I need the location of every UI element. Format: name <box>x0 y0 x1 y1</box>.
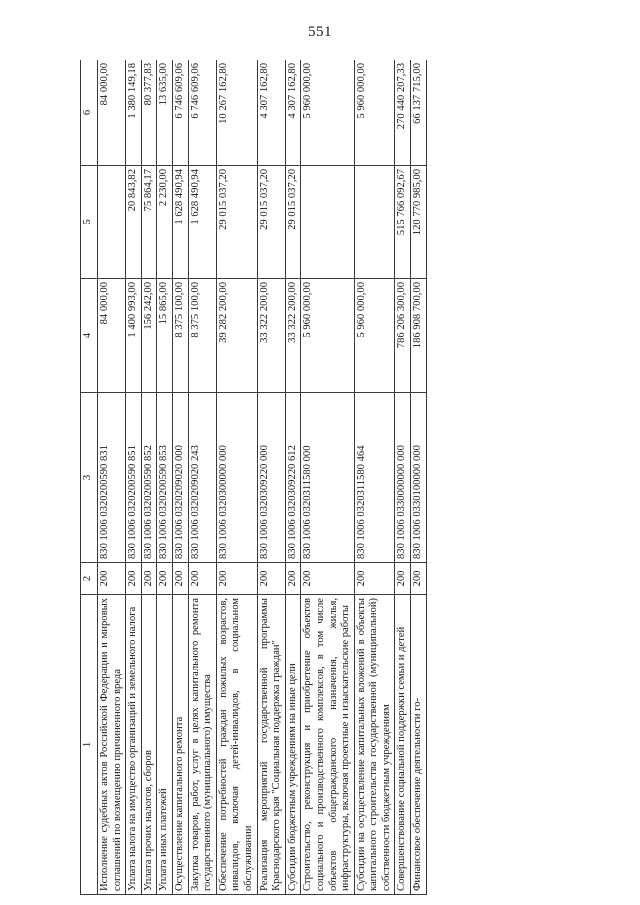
header-col-1: 1 <box>81 595 98 895</box>
row-name: Уплата прочих налогов, сборов <box>141 595 157 895</box>
row-code: 200 <box>157 563 173 595</box>
row-kbk: 830 1006 0320311580 000 <box>301 393 354 563</box>
row-col6: 13 635,00 <box>157 60 173 166</box>
row-code: 200 <box>188 563 216 595</box>
row-name: Субсидии бюджетным учреждениям на иные цели <box>285 595 301 895</box>
row-kbk: 830 1006 0320200590 853 <box>157 393 173 563</box>
table-row <box>301 60 354 895</box>
table-row <box>216 60 257 895</box>
row-col4: 5 960 000,00 <box>354 279 395 393</box>
header-col-3: 3 <box>81 393 98 563</box>
header-col-5: 5 <box>81 166 98 279</box>
row-kbk: 830 1006 0330000000 000 <box>395 393 411 563</box>
row-col5: 29 015 037,20 <box>216 166 257 279</box>
header-col-2: 2 <box>81 563 98 595</box>
table-row <box>141 60 157 895</box>
row-code: 200 <box>354 563 395 595</box>
row-col4: 33 322 200,00 <box>257 279 285 393</box>
table-row <box>188 60 216 895</box>
row-name: Совершенствование социальной поддержки семьи и детей <box>395 595 411 895</box>
row-col4: 5 960 000,00 <box>301 279 354 393</box>
row-col4: 156 242,00 <box>141 279 157 393</box>
row-name: Обеспечение потребностей граждан пожилых возрастов, инвалидов, включая детей-инвалидов, в социальном обслуживании <box>216 595 257 895</box>
row-col5: 75 864,17 <box>141 166 157 279</box>
row-code: 200 <box>285 563 301 595</box>
row-col6: 5 960 000,00 <box>301 60 354 166</box>
row-col6: 5 960 000,00 <box>354 60 395 166</box>
row-col6: 80 377,83 <box>141 60 157 166</box>
row-col6: 1 380 149,18 <box>126 60 142 166</box>
row-kbk: 830 1006 0320311580 464 <box>354 393 395 563</box>
row-kbk: 830 1006 0320300000 000 <box>216 393 257 563</box>
row-kbk: 830 1006 0320309220 612 <box>285 393 301 563</box>
row-col4: 39 282 200,00 <box>216 279 257 393</box>
row-name: Уплата иных платежей <box>157 595 173 895</box>
row-col4: 15 865,00 <box>157 279 173 393</box>
row-col6: 4 307 162,80 <box>285 60 301 166</box>
row-col5: 120 770 985,00 <box>411 166 427 279</box>
row-kbk: 830 1006 0320200590 852 <box>141 393 157 563</box>
row-col5 <box>98 166 126 279</box>
row-code: 200 <box>301 563 354 595</box>
row-kbk: 830 1006 0320209020 000 <box>172 393 188 563</box>
table-row <box>285 60 301 895</box>
row-col5: 20 843,82 <box>126 166 142 279</box>
budget-table <box>80 60 427 895</box>
row-col5: 29 015 037,20 <box>285 166 301 279</box>
row-kbk: 830 1006 0320200590 831 <box>98 393 126 563</box>
row-code: 200 <box>216 563 257 595</box>
table-row <box>395 60 411 895</box>
table-container <box>80 60 588 895</box>
row-col5: 515 766 092,67 <box>395 166 411 279</box>
row-col4: 8 375 100,00 <box>188 279 216 393</box>
row-col4: 186 908 700,00 <box>411 279 427 393</box>
row-code: 200 <box>395 563 411 595</box>
row-kbk: 830 1006 0320200590 851 <box>126 393 142 563</box>
table-row <box>257 60 285 895</box>
table-row <box>98 60 126 895</box>
row-col5: 29 015 037,20 <box>257 166 285 279</box>
row-name: Закупка товаров, работ, услуг в целях капитального ремонта государственного (муниципального) имущества <box>188 595 216 895</box>
row-name: Осуществление капитального ремонта <box>172 595 188 895</box>
row-col5 <box>301 166 354 279</box>
table-row <box>411 60 427 895</box>
row-col5: 1 628 490,94 <box>172 166 188 279</box>
row-code: 200 <box>98 563 126 595</box>
row-col4: 8 375 100,00 <box>172 279 188 393</box>
row-col4: 33 322 200,00 <box>285 279 301 393</box>
row-col6: 270 440 207,33 <box>395 60 411 166</box>
row-name: Уплата налога на имущество организаций и земельного налога <box>126 595 142 895</box>
row-col6: 6 746 609,06 <box>172 60 188 166</box>
row-code: 200 <box>257 563 285 595</box>
row-code: 200 <box>141 563 157 595</box>
row-kbk: 830 1006 0330100000 000 <box>411 393 427 563</box>
row-name: Строительство, реконструкция и приобретение объектов социального и производственного комплексов, в том числе объектов общегражданского назначения, жилья, инфраструктуры, включая проектные и изыскательские работы <box>301 595 354 895</box>
row-code: 200 <box>126 563 142 595</box>
table-row <box>172 60 188 895</box>
row-col5 <box>354 166 395 279</box>
row-col5: 2 230,00 <box>157 166 173 279</box>
row-col6: 6 746 609,06 <box>188 60 216 166</box>
row-name: Реализация мероприятий государственной программы Краснодарского края "Социальная поддержка граждан" <box>257 595 285 895</box>
header-row <box>81 60 98 895</box>
table-row <box>354 60 395 895</box>
row-col6: 66 137 715,00 <box>411 60 427 166</box>
row-col5: 1 628 490,94 <box>188 166 216 279</box>
page-number: 551 <box>308 24 332 40</box>
row-col4: 1 400 993,00 <box>126 279 142 393</box>
row-code: 200 <box>172 563 188 595</box>
table-row <box>126 60 142 895</box>
table-row <box>157 60 173 895</box>
row-name: Финансовое обеспечение деятельности го- <box>411 595 427 895</box>
row-col6: 84 000,00 <box>98 60 126 166</box>
row-name: Исполнение судебных актов Российской Федерации и мировых соглашений по возмещению причиненного вреда <box>98 595 126 895</box>
row-kbk: 830 1006 0320209020 243 <box>188 393 216 563</box>
header-col-6: 6 <box>81 60 98 166</box>
row-name: Субсидии на осуществление капитальных вложений в объекты капитального строительства государственной (муниципальной) собственности бюджетным учреждениям <box>354 595 395 895</box>
row-col4: 84 000,00 <box>98 279 126 393</box>
row-col4: 786 206 300,00 <box>395 279 411 393</box>
row-col6: 10 267 162,80 <box>216 60 257 166</box>
row-code: 200 <box>411 563 427 595</box>
header-col-4: 4 <box>81 279 98 393</box>
row-kbk: 830 1006 0320309220 000 <box>257 393 285 563</box>
row-col6: 4 307 162,80 <box>257 60 285 166</box>
